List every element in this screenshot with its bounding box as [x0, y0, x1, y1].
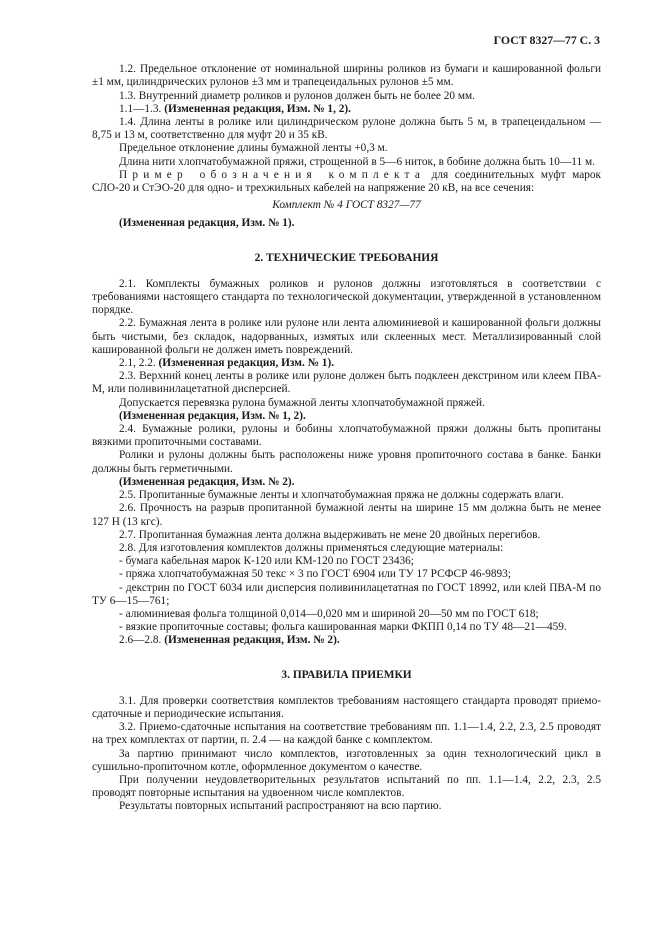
- revision-note: [92, 103, 601, 116]
- thread-length: Длина нити хлопчатобумажной пряжи, строщенной в 5—6 ниток, в бобине должна быть 10—11 м.: [119, 155, 595, 168]
- clause-2-1: 2.1. Комплекты бумажных роликов и рулонов должны изготовляться в соответствии с требованиями настоящего стандарта по технологической документации, утвержденной в установленном порядке.: [92, 277, 601, 317]
- revision-clauses: 2.1, 2.2.: [119, 357, 159, 370]
- clause-2-6: 2.6. Прочность на разрыв пропитанной бумажной ленты на ширине 15 мм должна быть не менее 127 Н (13 кгс).: [92, 502, 601, 528]
- revision-note: (Измененная редакция, Изм. № 1).: [119, 217, 295, 230]
- materials-list-item: - пряжа хлопчатобумажная 50 текс × 3 по ГОСТ 6904 или ТУ 17 РСФСР 46-9893;: [119, 568, 511, 581]
- clause-2-7: 2.7. Пропитанная бумажная лента должна выдерживать не мене 20 двойных перегибов.: [119, 528, 541, 541]
- repeat-results: Результаты повторных испытаний распространяют на всю партию.: [119, 800, 442, 813]
- materials-list-item: - алюминиевая фольга толщиной 0,014—0,020 мм и шириной 20—50 мм по ГОСТ 618;: [119, 607, 539, 620]
- designation-example: [92, 169, 601, 195]
- clause-2-4-note: Ролики и рулоны должны быть расположены ниже уровня пропиточного состава в банке. Банки должны быть герметичными.: [92, 449, 601, 475]
- revision-note: (Измененная редакция, Изм. № 1, 2).: [119, 409, 306, 422]
- clause-2-3: 2.3. Верхний конец ленты в ролике или рулоне должен быть подклеен декстрином или клеем ПВА-М, или поливинилацетатной дисперсией.: [92, 370, 601, 396]
- example-label: Пример обозначения комплекта: [119, 168, 426, 181]
- section-2: [92, 252, 601, 648]
- materials-list-item: - декстрин по ГОСТ 6034 или дисперсия поливинилацетатная по ГОСТ 18992, или клей ПВА-М по ТУ 6—15—761;: [92, 581, 601, 607]
- example-text: для соединительных муфт марок СЛО-20 и СтЭО-20 для одно- и трехжильных кабелей на напряжение 20 кВ, на все сечения:: [92, 168, 601, 195]
- clause-1-3: 1.3. Внутренний диаметр роликов и рулонов должен быть не более 20 мм.: [119, 89, 476, 102]
- clause-1-4: 1.4. Длина ленты в ролике или цилиндрическом рулоне должна быть 5 м, в трапецеидальном — 8,75 и 13 м, соответственно для муфт 20 и 35 кВ.: [92, 116, 601, 142]
- clause-2-2: 2.2. Бумажная лента в ролике или рулоне или лента алюминиевой и кашированной фольги должны быть чистыми, без складок, надорванных, измятых или склеенных мест. Металлизированный слой кашированной фольги не должен иметь повреждений.: [92, 317, 601, 356]
- party-definition: За партию принимают число комплектов, изготовленных за один технологический цикл в сушильно-пропиточном котле, оформленное документом о качестве.: [92, 747, 601, 773]
- clause-3-2: 3.2. Приемо-сдаточные испытания на соответствие требованиям пп. 1.1—1.4, 2.2, 2.3, 2.5 проводят на трех комплектах от партии, п. 2.4 — на каждой банке с комплектом.: [92, 721, 601, 747]
- page-header: ГОСТ 8327—77 С. 3: [493, 33, 600, 47]
- revision-text: (Измененная редакция, Изм. № 1, 2).: [164, 102, 351, 115]
- section-3: [92, 669, 601, 814]
- clause-2-3-note: Допускается перевязка рулона бумажной ленты хлопчатобумажной пряжей.: [119, 396, 485, 409]
- length-deviation: Предельное отклонение длины бумажной ленты +0,3 м.: [119, 142, 388, 155]
- section-title: 2. ТЕХНИЧЕСКИЕ ТРЕБОВАНИЯ: [254, 251, 439, 264]
- clause-1-2: 1.2. Предельное отклонение от номинальной ширины роликов из бумаги и кашированной фольги ±1 мм, цилиндрических рулонов ±3 мм и трапецеидальных рулонов ±5 мм.: [92, 63, 601, 89]
- revision-clauses: 1.1—1.3.: [119, 102, 165, 115]
- revision-text: (Измененная редакция, Изм. № 2).: [164, 634, 340, 647]
- revision-note: [92, 634, 601, 647]
- materials-list-item: - бумага кабельная марок К-120 или КМ-120 по ГОСТ 23436;: [119, 555, 414, 568]
- clause-2-4: 2.4. Бумажные ролики, рулоны и бобины хлопчатобумажной пряжи должны быть пропитаны вязкими пропиточными составами.: [92, 423, 601, 449]
- revision-clauses: 2.6—2.8.: [119, 634, 165, 647]
- clause-3-1: 3.1. Для проверки соответствия комплектов требованиям настоящего стандарта проводят приемо-сдаточные и периодические испытания.: [92, 694, 601, 720]
- revision-note: [92, 357, 601, 370]
- repeat-tests: При получении неудовлетворительных результатов испытаний по пп. 1.1—1.4, 2.2, 2.3, 2.5 проводят повторные испытания на удвоенном числе комплектов.: [92, 773, 601, 800]
- section-1-continuation: [92, 63, 601, 230]
- revision-text: (Измененная редакция, Изм. № 1).: [158, 357, 335, 370]
- section-title: 3. ПРАВИЛА ПРИЕМКИ: [281, 668, 412, 681]
- materials-list-item: - вязкие пропиточные составы; фольга кашированная марки ФКПП 0,14 по ТУ 48—21—459.: [119, 621, 567, 634]
- clause-2-8: 2.8. Для изготовления комплектов должны применяться следующие материалы:: [119, 541, 504, 554]
- clause-2-5: 2.5. Пропитанные бумажные ленты и хлопчатобумажная пряжа не должны содержать влаги.: [119, 489, 564, 502]
- example-code: Комплект № 4 ГОСТ 8327—77: [272, 199, 421, 212]
- revision-note: (Измененная редакция, Изм. № 2).: [119, 475, 295, 488]
